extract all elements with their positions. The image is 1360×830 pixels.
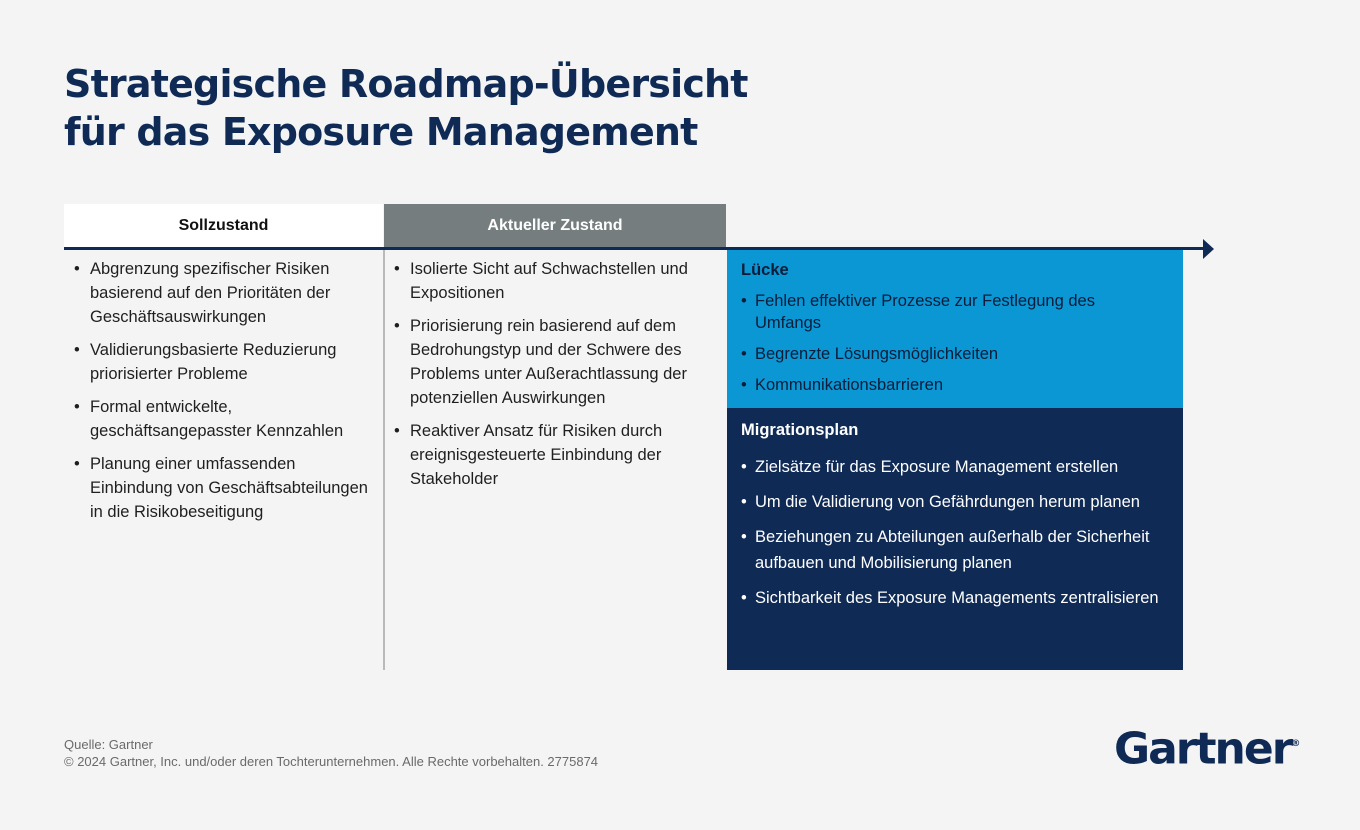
migration-plan-list (741, 454, 1171, 620)
gap-box (727, 250, 1183, 408)
aktuell-item: • Priorisierung rein basierend auf dem Bedrohungstyp und der Schwere des Problems unter Außerachtlassung der potenziellen Auswirkungen (384, 314, 714, 410)
soll-item: • Validierungsbasierte Reduzierung priorisierter Probleme (64, 338, 374, 386)
aktuell-item: • Isolierte Sicht auf Schwachstellen und Expositionen (384, 257, 714, 305)
gap-item: • Kommunikationsbarrieren (741, 374, 1121, 396)
gartner-logo-text: Gartner (1114, 723, 1292, 775)
migration-plan-item: • Um die Validierung von Gefährdungen herum planen (741, 489, 1171, 515)
aktuell-item: • Reaktiver Ansatz für Risiken durch ereignisgesteuerte Einbindung der Stakeholder (384, 419, 714, 491)
soll-item: • Formal entwickelte, geschäftsangepasster Kennzahlen (64, 395, 374, 443)
source-note (64, 736, 598, 770)
page-title (64, 60, 748, 156)
soll-item: • Planung einer umfassenden Einbindung von Geschäftsabteilungen in die Risikobeseitigung (64, 452, 374, 524)
aktuell-header: Aktueller Zustand (384, 204, 726, 248)
gap-list (741, 290, 1121, 405)
copyright-text: © 2024 Gartner, Inc. und/oder deren Tochterunternehmen. Alle Rechte vorbehalten. 2775874 (64, 754, 599, 769)
migration-plan-box (727, 408, 1183, 670)
soll-item: • Abgrenzung spezifischer Risiken basierend auf den Prioritäten der Geschäftsauswirkungen (64, 257, 374, 329)
page-title-line-1: Strategische Roadmap-Übersicht (64, 62, 748, 106)
migration-plan-title: Migrationsplan (741, 421, 859, 439)
gap-item: • Fehlen effektiver Prozesse zur Festlegung des Umfangs (741, 290, 1121, 334)
gartner-logo (1114, 718, 1300, 778)
registered-mark: ® (1291, 739, 1301, 749)
migration-plan-item: • Sichtbarkeit des Exposure Managements zentralisieren (741, 585, 1171, 611)
aktuell-list (384, 257, 714, 500)
arrow-right-icon (1203, 239, 1214, 259)
gap-item: • Begrenzte Lösungsmöglichkeiten (741, 343, 1121, 365)
soll-header: Sollzustand (64, 204, 383, 248)
page-title-line-2: für das Exposure Management (64, 110, 698, 154)
source-label: Quelle: Gartner (64, 737, 153, 752)
migration-plan-item: • Zielsätze für das Exposure Management erstellen (741, 454, 1171, 480)
migration-plan-item: • Beziehungen zu Abteilungen außerhalb der Sicherheit aufbauen und Mobilisierung planen (741, 524, 1171, 576)
gap-title: Lücke (741, 261, 789, 279)
soll-list (64, 257, 374, 533)
